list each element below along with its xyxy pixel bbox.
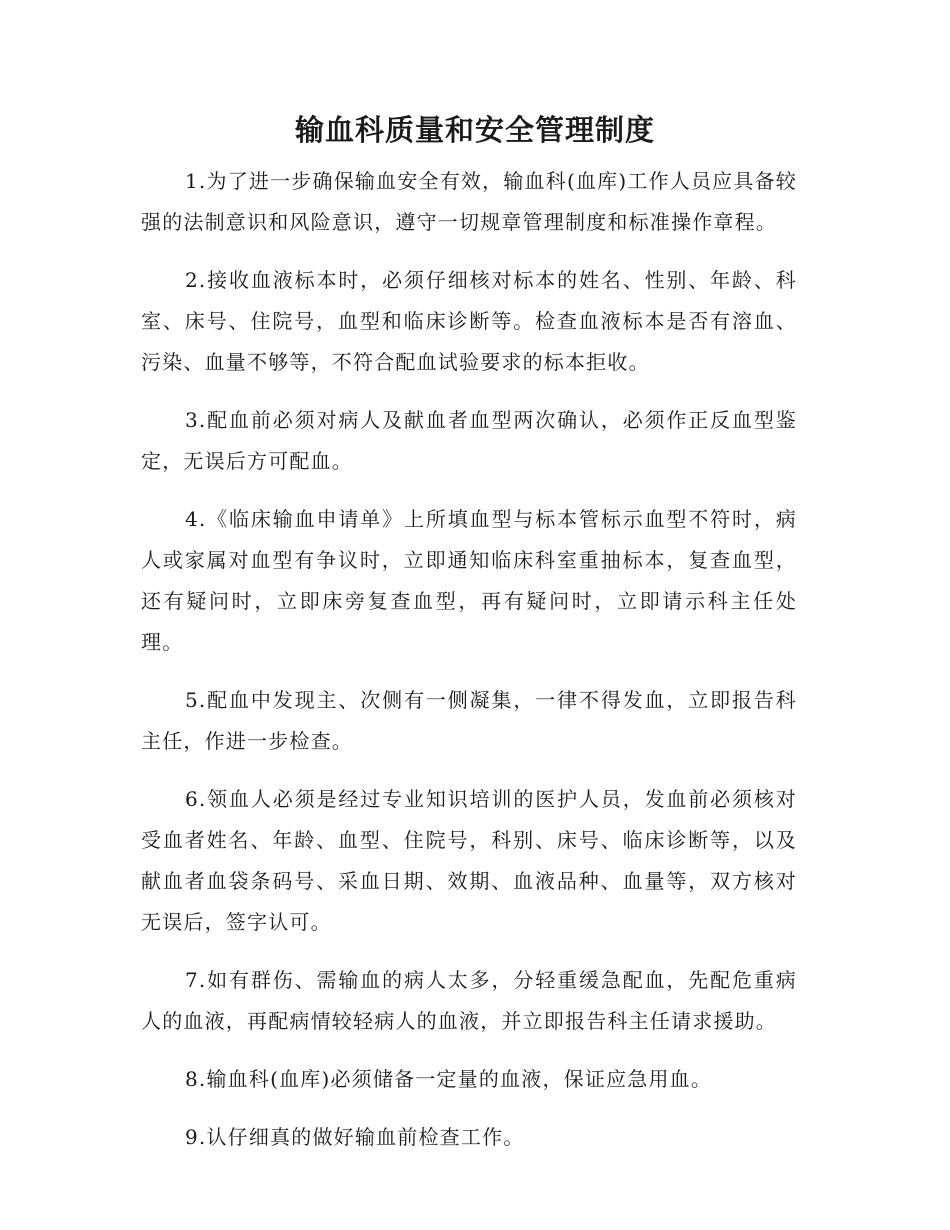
paragraph-2: 2.接收血液标本时，必须仔细核对标本的姓名、性别、年龄、科室、床号、住院号，血型和临床诊断等。检查血液标本是否有溶血、污染、血量不够等，不符合配血试验要求的标本拒收。 bbox=[141, 268, 797, 374]
paragraph-7: 7.如有群伤、需输血的病人太多，分轻重缓急配血，先配危重病人的血液，再配病情较轻病人的血液，并立即报告科主任请求援助。 bbox=[141, 968, 797, 1033]
document-title: 输血科质量和安全管理制度 bbox=[294, 113, 655, 147]
document-body bbox=[141, 161, 797, 1175]
paragraph-3: 3.配血前必须对病人及献血者血型两次确认，必须作正反血型鉴定，无误后方可配血。 bbox=[141, 408, 797, 473]
paragraph-5: 5.配血中发现主、次侧有一侧凝集，一律不得发血，立即报告科主任，作进一步检查。 bbox=[141, 688, 797, 753]
paragraph-1: 1.为了进一步确保输血安全有效，输血科(血库)工作人员应具备较强的法制意识和风险意识，遵守一切规章管理制度和标准操作章程。 bbox=[141, 169, 797, 234]
paragraph-9: 9.认仔细真的做好输血前检查工作。 bbox=[185, 1125, 525, 1149]
paragraph-8: 8.输血科(血库)必须储备一定量的血液，保证应急用血。 bbox=[185, 1067, 713, 1091]
paragraph-4: 4.《临床输血申请单》上所填血型与标本管标示血型不符时，病人或家属对血型有争议时，立即通知临床科室重抽标本，复查血型，还有疑问时，立即床旁复查血型，再有疑问时，立即请示科主任处理。 bbox=[141, 507, 797, 654]
paragraph-6: 6.领血人必须是经过专业知识培训的医护人员，发血前必须核对受血者姓名、年龄、血型、住院号，科别、床号、临床诊断等，以及献血者血袋条码号、采血日期、效期、血液品种、血量等，双方核对无误后，签字认可。 bbox=[141, 787, 797, 934]
